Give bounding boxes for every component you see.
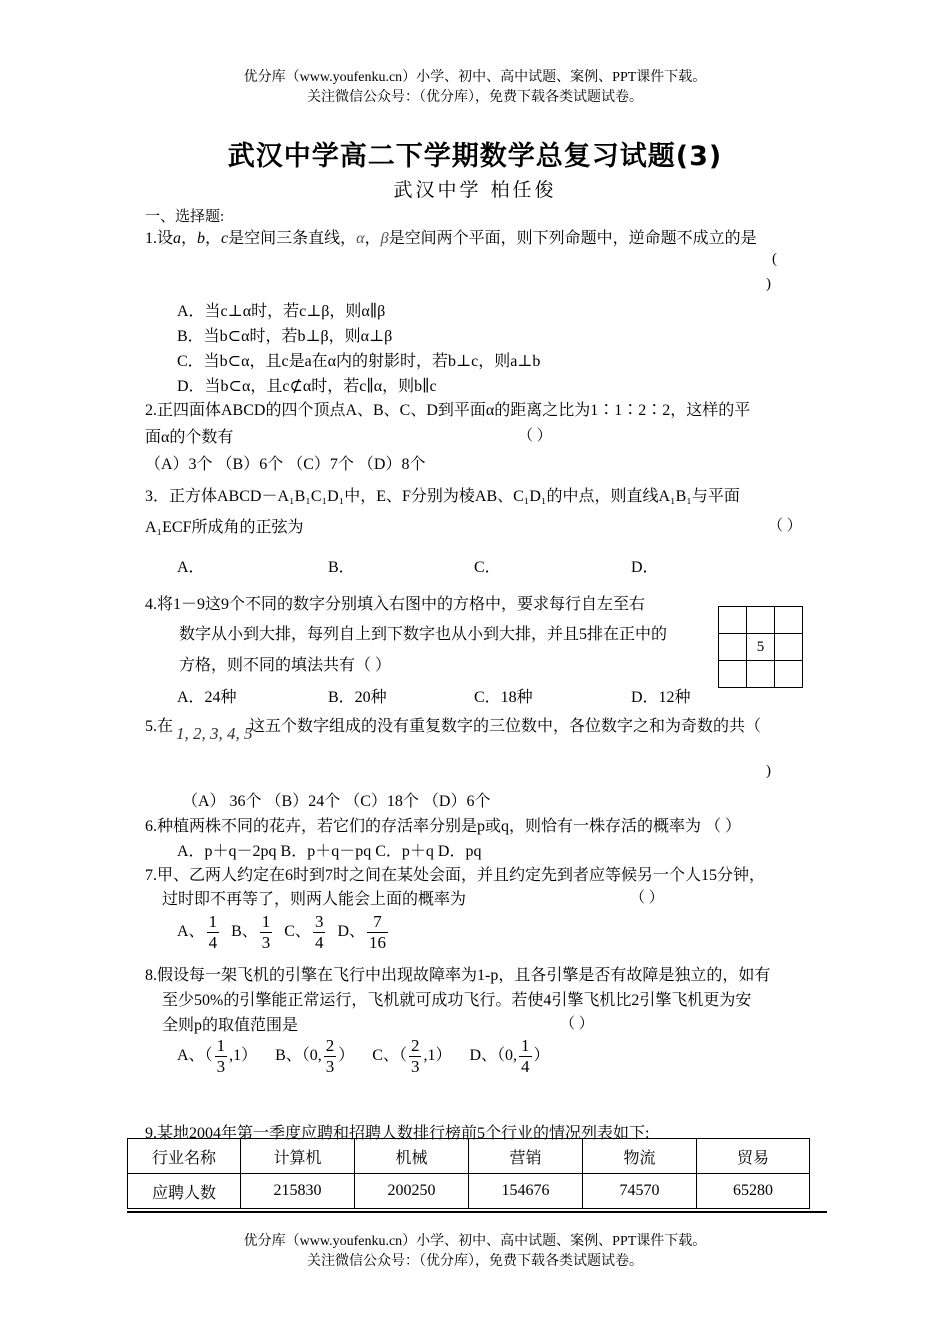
question-1-paren-open: ( xyxy=(772,251,777,267)
grid-cell xyxy=(747,661,775,688)
question-6-line-1: 6.种植两株不同的花卉，若它们的存活率分别是p或q，则恰有一株存活的概率为 （ ） xyxy=(145,818,742,835)
grid-cell-center: 5 xyxy=(747,634,775,661)
table-row xyxy=(128,1174,810,1209)
question-4-line-2: 数字从小到大排，每列自上到下数字也从小到大排，并且5排在正中的 xyxy=(179,626,668,643)
table-cell: 215830 xyxy=(241,1174,355,1209)
industry-table xyxy=(127,1138,810,1209)
question-4-option-c: C．18种 xyxy=(474,689,533,706)
question-8-answer-paren: （ ） xyxy=(560,1016,594,1032)
table-cell: 65280 xyxy=(697,1174,810,1209)
grid-cell xyxy=(775,634,803,661)
fraction-b: $\frac{2}{3}$ xyxy=(325,1036,335,1076)
fraction-a: $\frac{1}{3}$ xyxy=(216,1036,226,1076)
question-3-option-b: B． xyxy=(328,559,355,576)
question-5-prefix: 5.在 xyxy=(145,718,174,735)
question-5-stem: 这五个数字组成的没有重复数字的三位数中，各位数字之和为奇数的共（ xyxy=(249,718,762,735)
fraction-c: $\frac{3}{4}$ xyxy=(314,912,324,952)
table-header-cell: 机械 xyxy=(355,1139,469,1174)
question-1-option-b: B．当b⊂α时，若b⊥β，则α⊥β xyxy=(177,328,393,345)
question-4-option-d: D．12种 xyxy=(631,689,691,706)
fraction-c: $\frac{2}{3}$ xyxy=(410,1036,420,1076)
table-header-cell: 营销 xyxy=(469,1139,583,1174)
fraction-d: $\frac{7}{16}$ xyxy=(369,912,386,952)
table-header-cell: 行业名称 xyxy=(128,1139,241,1174)
question-8-line-1: 8.假设每一架飞机的引擎在飞行中出现故障率为1-p，且各引擎是否有故障是独立的，如有 xyxy=(145,967,771,984)
question-7-answer-paren: （ ） xyxy=(630,890,664,906)
header-line-2: 关注微信公众号：（优分库），免费下载各类试题试卷。 xyxy=(307,90,643,105)
footer-line-2: 关注微信公众号：（优分库），免费下载各类试题试卷。 xyxy=(307,1254,643,1269)
grid-cell xyxy=(747,607,775,634)
question-4-line-3: 方格，则不同的填法共有（ ） xyxy=(179,657,392,674)
header-line-1: 优分库（www.youfenku.cn）小学、初中、高中试题、案例、PPT课件下载。 xyxy=(243,70,707,85)
question-2-line-1: 2.正四面体ABCD的四个顶点A、B、C、D到平面α的距离之比为1∶1∶2∶2，这样的平 xyxy=(145,402,751,419)
question-1-paren-close: ) xyxy=(766,276,771,292)
grid-cell xyxy=(719,607,747,634)
grid-cell xyxy=(719,661,747,688)
question-4-line-1: 4.将1－9这9个不同的数字分别填入右图中的方格中，要求每行自左至右 xyxy=(145,596,646,613)
question-3-line-1: 3．正方体ABCD－A₁B₁C₁D₁中，E、F分别为棱AB、C₁D₁的中点，则直线A₁B₁与平面 xyxy=(145,488,740,505)
grid-cell xyxy=(775,607,803,634)
table-cell: 应聘人数 xyxy=(128,1174,241,1209)
table-header-cell: 贸易 xyxy=(697,1139,810,1174)
fraction-d: $\frac{1}{4}$ xyxy=(521,1036,530,1076)
question-3-option-d: D． xyxy=(631,559,659,576)
question-4-option-b: B．20种 xyxy=(328,689,387,706)
question-5-number-set: 1, 2, 3, 4, 5 xyxy=(176,724,253,743)
question-1-option-d: D．当b⊂α，且c⊄α时，若c∥α，则b∥c xyxy=(177,378,437,395)
question-4-option-a: A．24种 xyxy=(177,689,237,706)
question-5-paren-close: ) xyxy=(766,763,771,779)
number-grid xyxy=(718,606,803,688)
question-2-answer-paren: （ ） xyxy=(518,428,552,444)
question-8-options: A、（ $\frac{1}{3}$ ,1） B、（0, $\frac{2}{3}$ ） C、（ $\frac{2}{3}$ ,1） D、（0, $\frac{1}{4}$ ） xyxy=(177,1036,550,1076)
table-cell: 200250 xyxy=(355,1174,469,1209)
table-header-cell: 计算机 xyxy=(241,1139,355,1174)
question-2-line-2: 面α的个数有 xyxy=(145,429,234,446)
section-heading: 一、选择题: xyxy=(145,209,225,225)
question-3-option-c: C． xyxy=(474,559,501,576)
question-7-options: A、 $\frac{1}{4}$ B、 $\frac{1}{3}$ C、 $\frac{3}{4}$ D、 $\frac{7}{16}$ xyxy=(177,912,386,952)
question-2-options: （A）3个 （B）6个 （C）7个 （D）8个 xyxy=(145,456,426,473)
question-5-options: （A） 36个 （B）24个 （C）18个 （D）6个 xyxy=(182,793,491,810)
question-9-intro: 9.某地2004年第一季度应聘和招聘人数排行榜前5个行业的情况列表如下: xyxy=(145,1125,650,1142)
question-7-line-1: 7.甲、乙两人约定在6时到7时之间在某处会面，并且约定先到者应等候另一个人15分钟， xyxy=(145,867,766,884)
question-3-line-2: A₁ECF所成角的正弦为 xyxy=(145,519,304,536)
question-1-option-a: A．当c⊥α时，若c⊥β，则α∥β xyxy=(177,303,386,320)
author-line: 武汉中学 柏任俊 xyxy=(393,179,557,201)
table-cell: 154676 xyxy=(469,1174,583,1209)
question-1-option-c: C．当b⊂α，且c是a在α内的射影时，若b⊥c，则a⊥b xyxy=(177,353,541,370)
question-3-option-a: A． xyxy=(177,559,205,576)
page-title: 武汉中学高二下学期数学总复习试题(3) xyxy=(227,141,723,172)
grid-cell xyxy=(719,634,747,661)
fraction-b: $\frac{1}{3}$ xyxy=(261,912,271,952)
fraction-a: $\frac{1}{4}$ xyxy=(208,912,218,952)
grid-cell xyxy=(775,661,803,688)
question-7-line-2: 过时即不再等了，则两人能会上面的概率为 xyxy=(162,891,467,908)
table-header-row xyxy=(128,1139,810,1174)
question-6-options: A．p＋q－2pq B．p＋q－pq C．p＋q D．pq xyxy=(177,843,482,860)
table-bottom-rule xyxy=(127,1211,827,1213)
footer-line-1: 优分库（www.youfenku.cn）小学、初中、高中试题、案例、PPT课件下载。 xyxy=(243,1234,707,1249)
table-header-cell: 物流 xyxy=(583,1139,697,1174)
question-3-answer-paren: （ ） xyxy=(768,518,802,534)
table-cell: 74570 xyxy=(583,1174,697,1209)
question-1-stem: 1.设a，b，c是空间三条直线，α，β是空间两个平面，则下列命题中，逆命题不成立的是 xyxy=(145,230,757,247)
question-8-line-3: 全则p的取值范围是 xyxy=(162,1017,299,1034)
question-8-line-2: 至少50%的引擎能正常运行，飞机就可成功飞行。若使4引擎飞机比2引擎飞机更为安 xyxy=(162,992,752,1009)
